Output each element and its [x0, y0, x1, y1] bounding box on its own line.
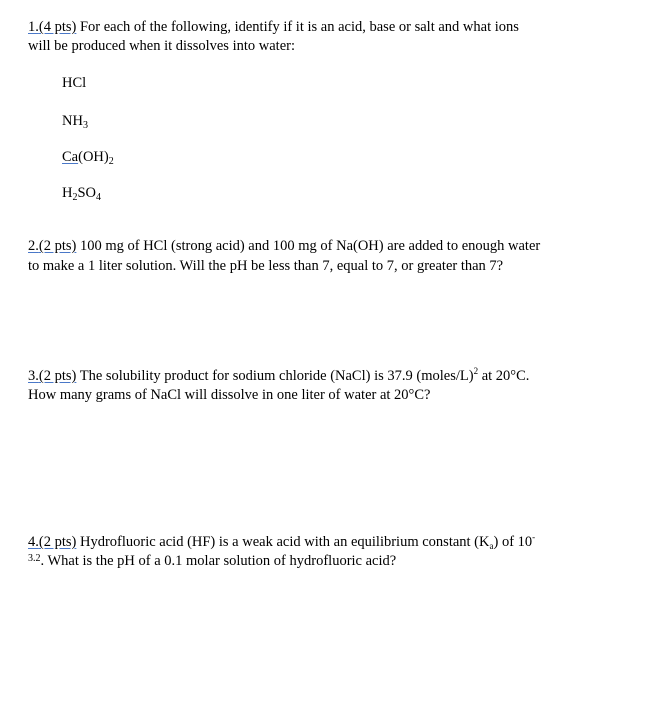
- question-1-points: (4 pts): [38, 19, 77, 35]
- compound-caoh2: $Ca(OH)_2$: [62, 149, 114, 167]
- question-3-points: (2 pts): [38, 368, 77, 384]
- question-4-text-continued: . What is the pH of a 0.1 molar solution of hydrofluoric acid?: [40, 553, 397, 569]
- question-2-text: 100 mg of HCl (strong acid) and 100 mg of Na(OH) are added to enough water: [76, 238, 541, 254]
- question-2-points: (2 pts): [38, 238, 77, 254]
- question-1-line-1: [28, 18, 519, 36]
- question-2-line-1: [28, 237, 540, 255]
- question-3-line-1: 3.(2 pts) The solubility product for sodium chloride (NaCl) is 37.9 (moles/L)$^2$ at 20°C.: [28, 366, 530, 384]
- compound-hcl: HCl: [62, 75, 87, 91]
- question-4-line-1: 4.(2 pts) Hydrofluoric acid (HF) is a weak acid with an equilibrium constant $(K_a)$ of 10-: [28, 532, 536, 551]
- question-3-number: 3.: [28, 368, 39, 384]
- ka-subscript: a: [489, 541, 494, 551]
- question-4-number: 4.: [28, 534, 39, 550]
- compound-h2so4: $H_2SO_4$: [62, 185, 102, 203]
- question-2-number: 2.: [28, 238, 39, 254]
- question-3-text: The solubility product for sodium chloride (NaCl) is 37.9 (moles/L): [76, 368, 474, 384]
- question-4-points: (2 pts): [38, 534, 77, 550]
- question-1-text: For each of the following, identify if it is an acid, base or salt and what ions: [76, 19, 519, 35]
- squared-superscript: 2: [473, 366, 479, 376]
- question-1-line-2: [28, 37, 295, 55]
- question-1-number: 1.: [28, 19, 39, 35]
- compound-nh3: $NH_3$: [62, 113, 88, 131]
- exponent-minus: -: [532, 532, 536, 542]
- question-2-line-2: [28, 257, 503, 275]
- question-3-line-2: [28, 386, 430, 404]
- question-4-text: Hydrofluoric acid (HF) is a weak acid with an equilibrium constant (K: [76, 534, 490, 550]
- exponent-value: 3.2: [28, 553, 41, 564]
- question-3-text-continued: How many grams of NaCl will dissolve in one liter of water at 20°C?: [28, 387, 431, 403]
- question-4-line-2: [28, 552, 396, 572]
- question-2-text-continued: to make a 1 liter solution. Will the pH be less than 7, equal to 7, or greater than 7?: [28, 258, 504, 274]
- question-1-text-continued: will be produced when it dissolves into water:: [28, 38, 295, 54]
